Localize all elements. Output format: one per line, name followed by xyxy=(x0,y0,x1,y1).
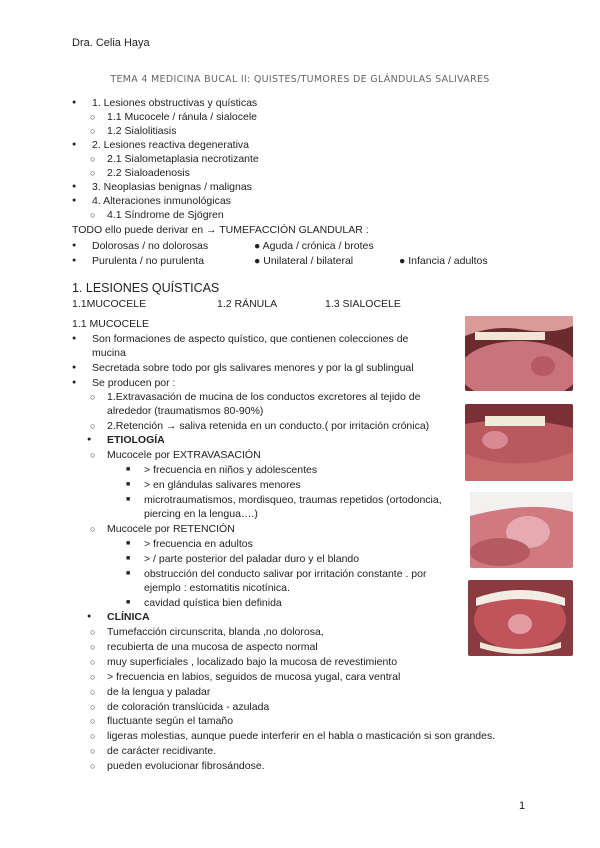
body-line: mucina xyxy=(92,347,126,359)
body-heading: ● CLÍNICA xyxy=(107,610,150,624)
index-item: ● 1. Lesiones obstructivas y quísticas xyxy=(92,96,257,110)
body-line: ○ Mucocele por RETENCIÓN xyxy=(107,522,235,536)
grid-item: ● Infancia / adultos xyxy=(399,255,488,267)
body-line: ○ de carácter recidivante. xyxy=(107,744,216,758)
body-line: ○ ligeras molestias, aunque puede interferir en el habla o masticación si son grandes. xyxy=(107,729,495,743)
index-item: ○ 2.2 Sialoadenosis xyxy=(107,166,190,180)
index-item: ● 3. Neoplasias benignas / malignas xyxy=(92,180,252,194)
page-number: 1 xyxy=(519,800,526,812)
grid-item: ● Aguda / crónica / brotes xyxy=(254,240,374,252)
body-line: ○ 2.Retención → saliva retenida en un conducto.( por irritación crónica) xyxy=(107,419,429,433)
subsection-label: 1.3 SIALOCELE xyxy=(325,298,401,310)
body-line: piercing en la lengua….) xyxy=(144,508,258,520)
body-line: ○ muy superficiales , localizado bajo la mucosa de revestimiento xyxy=(107,655,397,669)
index-item: ● 2. Lesiones reactiva degenerativa xyxy=(92,138,249,152)
body-line: ○ de la lengua y paladar xyxy=(107,685,210,699)
body-line: ■ microtraumatismos, mordisqueo, traumas repetidos (ortodoncia, xyxy=(144,493,442,507)
body-line: ejemplo : estomatitis nicotínica. xyxy=(144,582,290,594)
body-line: ■ > frecuencia en adultos xyxy=(144,537,253,551)
body-line: ■ > en glándulas salivares menores xyxy=(144,478,301,492)
mucocele-floor-photo xyxy=(468,580,573,656)
body-line: ○ de coloración translúcida - azulada xyxy=(107,700,269,714)
page-title: TEMA 4 MEDICINA BUCAL II: QUISTES/TUMORES DE GLÁNDULAS SALIVARES xyxy=(110,74,490,85)
body-line: ■ > frecuencia en niños y adolescentes xyxy=(144,463,317,477)
author-header: Dra. Celia Haya xyxy=(72,37,150,49)
index-item: ● 4. Alteraciones inmunológicas xyxy=(92,194,231,208)
body-line: ○ > frecuencia en labios, seguidos de mucosa yugal, cara ventral xyxy=(107,670,400,684)
body-line: alrededor (traumatismos 80-90%) xyxy=(107,405,264,417)
index-item: ○ 1.2 Sialolitiasis xyxy=(107,124,176,138)
grid-item: ● Dolorosas / no dolorosas xyxy=(92,239,208,253)
body-heading: ● ETIOLOGÍA xyxy=(107,433,165,447)
body-line: ■ > / parte posterior del paladar duro y el blando xyxy=(144,552,359,566)
body-line: ○ 1.Extravasación de mucina de los conductos excretores al tejido de xyxy=(107,390,420,404)
section-heading: 1. LESIONES QUÍSTICAS xyxy=(72,281,220,295)
body-line: ○ Tumefacción circunscrita, blanda ,no dolorosa, xyxy=(107,625,324,639)
grid-item: ● Purulenta / no purulenta xyxy=(92,254,204,268)
index-item: ○ 2.1 Sialometaplasia necrotizante xyxy=(107,152,259,166)
body-line: ○ pueden evolucionar fibrosándose. xyxy=(107,759,265,773)
subsection-label: 1.2 RÁNULA xyxy=(217,298,278,310)
body-line: ○ Mucocele por EXTRAVASACIÓN xyxy=(107,448,261,462)
body-line: ● Secretada sobre todo por gls salivares menores y por la gl sublingual xyxy=(92,361,414,375)
grid-item: ● Unilateral / bilateral xyxy=(254,255,354,267)
mucocele-lip-photo xyxy=(465,316,573,391)
index-item: ○ 4.1 Síndrome de Sjögren xyxy=(107,208,224,222)
mucocele-lower-lip-photo xyxy=(465,404,573,481)
body-line: ● Se producen por : xyxy=(92,376,175,390)
body-line: ○ recubierta de una mucosa de aspecto normal xyxy=(107,640,318,654)
body-line: ● Son formaciones de aspecto quístico, que contienen colecciones de xyxy=(92,332,408,346)
body-line: ○ fluctuante según el tamaño xyxy=(107,714,233,728)
subsection-label: 1.1MUCOCELE xyxy=(72,298,147,310)
summary-line: TODO ello puede derivar en → TUMEFACCIÓN GLANDULAR : xyxy=(72,224,369,236)
body-line: ■ cavidad quística bien definida xyxy=(144,596,282,610)
body-line: ■ obstrucción del conducto salivar por irritación constante . por xyxy=(144,567,426,581)
index-item: ○ 1.1 Mucocele / ránula / sialocele xyxy=(107,110,257,124)
subsection-heading: 1.1 MUCOCELE xyxy=(72,318,150,330)
mucocele-mucosa-photo xyxy=(470,492,573,568)
